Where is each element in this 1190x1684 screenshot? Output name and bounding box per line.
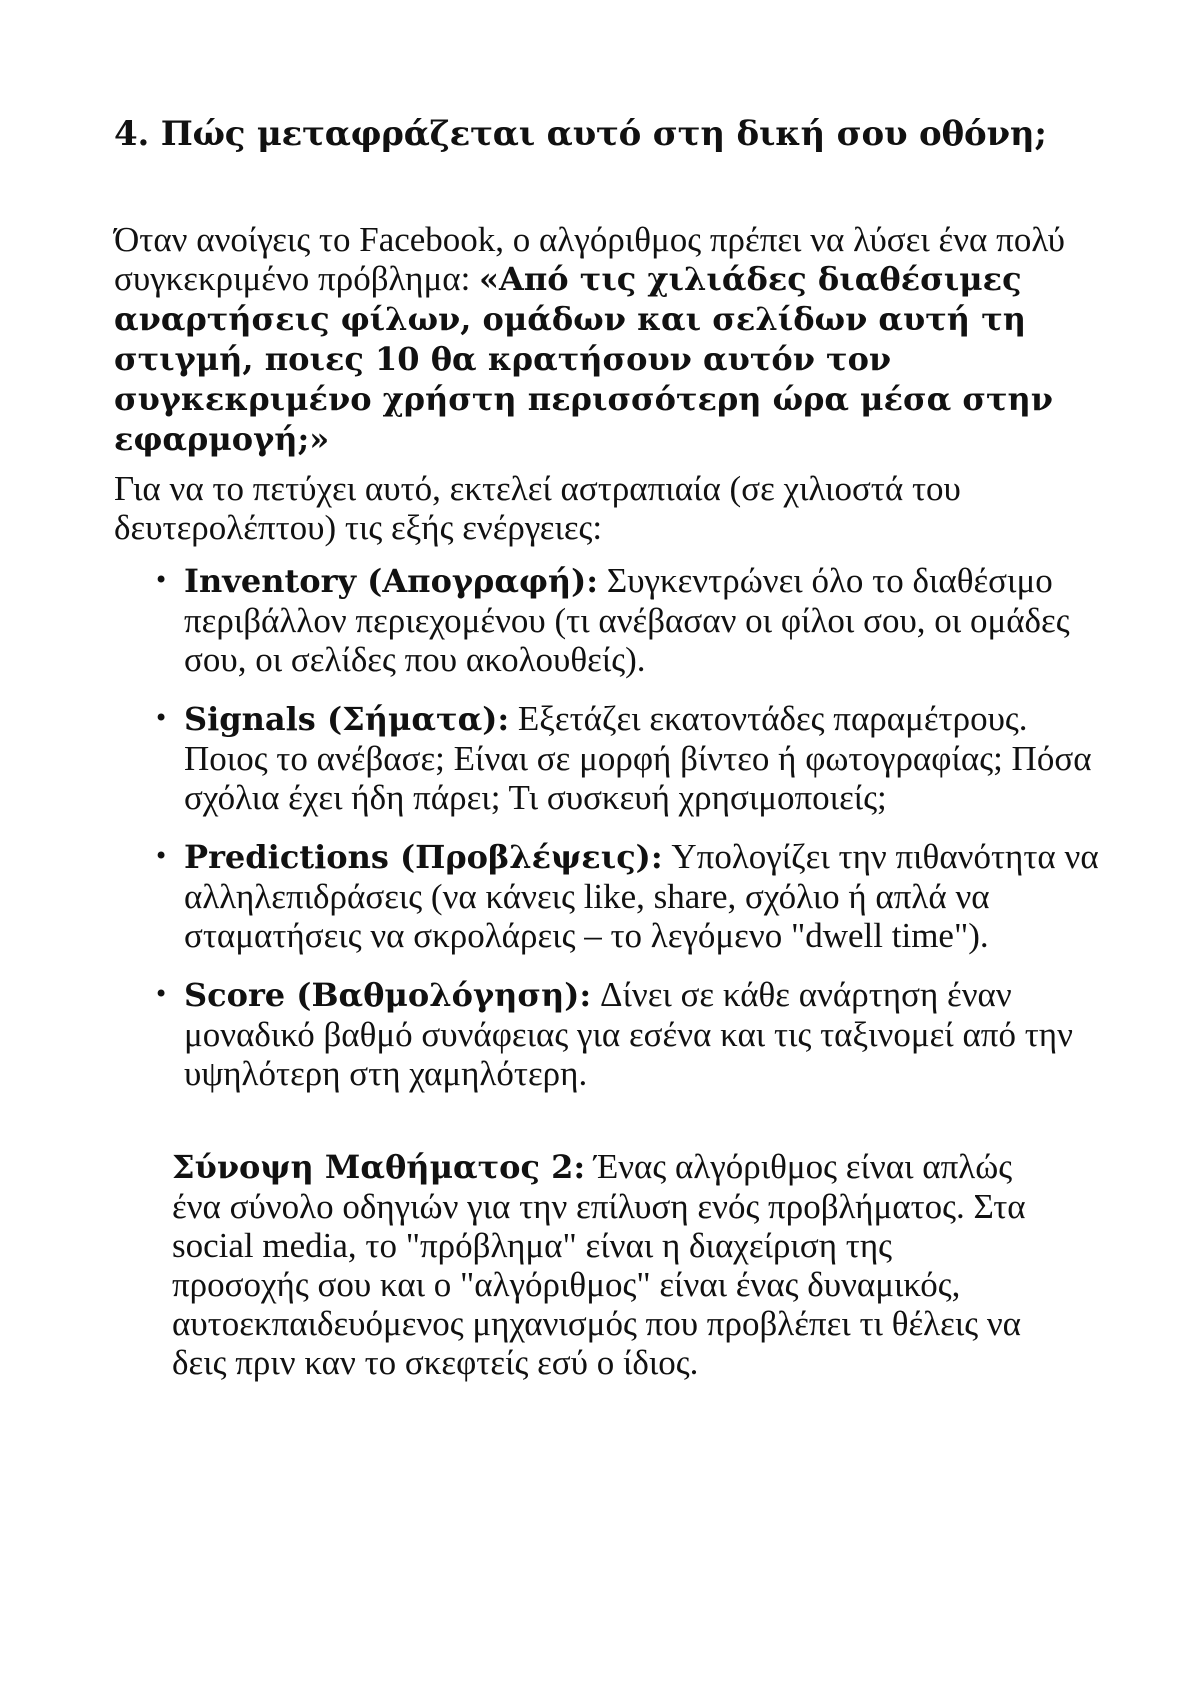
step-text: Υπολογίζει την πιθανότητα να αλληλεπιδράσεις (να κάνεις like, share, σχόλιο ή απλά να σταματήσεις να σκρολάρεις – το λεγόμενο "dwell time"). bbox=[184, 837, 1099, 955]
summary-text: Ένας αλγόριθμος είναι απλώς ένα σύνολο οδηγιών για την επίλυση ενός προβλήματος. Στα social media, το "πρόβλημα" είναι η διαχείριση της προσοχής σου και ο "αλγόριθμος" είναι ένας δυναμικός, αυτοεκπαιδευόμενος μηχανισμός που προβλέπει τι θέλεις να δεις πριν καν το σκεφτείς εσύ ο ίδιος. bbox=[172, 1147, 1026, 1382]
document-page bbox=[114, 112, 1099, 1382]
step-term: Score (Βαθμολόγηση): bbox=[184, 976, 592, 1014]
bullet-icon: • bbox=[154, 566, 169, 594]
summary-term: Σύνοψη Μαθήματος 2: bbox=[172, 1148, 586, 1186]
bullet-icon: • bbox=[154, 980, 169, 1008]
steps-list bbox=[114, 561, 1099, 1093]
step-term: Signals (Σήματα): bbox=[184, 700, 510, 738]
list-item bbox=[154, 699, 1099, 817]
list-item bbox=[154, 837, 1099, 955]
list-item bbox=[154, 561, 1099, 679]
intro-paragraph bbox=[114, 220, 1099, 459]
step-text: Δίνει σε κάθε ανάρτηση έναν μοναδικό βαθμό συνάφειας για εσένα και τις ταξινομεί από την υψηλότερη στη χαμηλότερη. bbox=[184, 975, 1073, 1093]
summary-paragraph bbox=[114, 1147, 1032, 1382]
intro-text: Όταν ανοίγεις το Facebook, ο αλγόριθμος πρέπει να λύσει ένα πολύ συγκεκριμένο πρόβλημα: bbox=[114, 220, 1065, 298]
step-text: Συγκεντρώνει όλο το διαθέσιμο περιβάλλον περιεχομένου (τι ανέβασαν οι φίλοι σου, οι ομάδες σου, οι σελίδες που ακολουθείς). bbox=[184, 561, 1070, 679]
lead-paragraph: Για να το πετύχει αυτό, εκτελεί αστραπιαία (σε χιλιοστά του δευτερολέπτου) τις εξής ενέργειες: bbox=[114, 469, 961, 547]
bullet-icon: • bbox=[154, 704, 169, 732]
step-text: Εξετάζει εκατοντάδες παραμέτρους. Ποιος το ανέβασε; Είναι σε μορφή βίντεο ή φωτογραφίας; Πόσα σχόλια έχει ήδη πάρει; Τι συσκευή χρησιμοποιείς; bbox=[184, 699, 1092, 817]
intro-question: «Από τις χιλιάδες διαθέσιμες αναρτήσεις φίλων, ομάδων και σελίδων αυτή τη στιγμή, ποιες 10 θα κρατήσουν αυτόν τον συγκεκριμένο χρήστη περισσότερη ώρα μέσα στην εφαρμογή;» bbox=[114, 260, 1053, 458]
step-term: Inventory (Απογραφή): bbox=[184, 562, 599, 600]
step-term: Predictions (Προβλέψεις): bbox=[184, 838, 663, 876]
section-heading: 4. Πώς μεταφράζεται αυτό στη δική σου οθόνη; bbox=[114, 114, 1047, 154]
bullet-icon: • bbox=[154, 842, 169, 870]
list-item bbox=[154, 975, 1099, 1093]
